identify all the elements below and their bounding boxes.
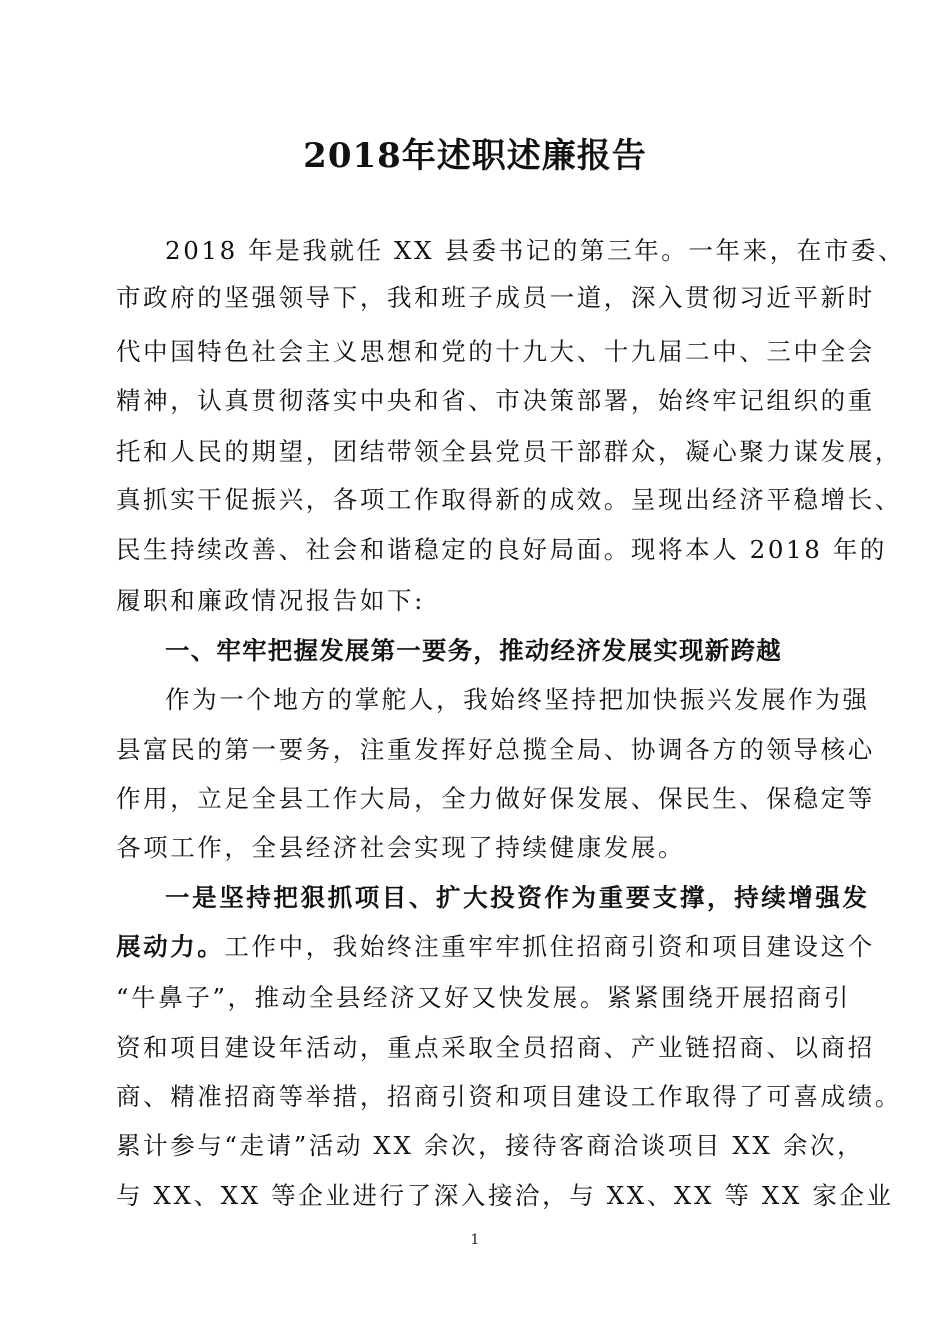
paragraph-line: 代中国特色社会主义思想和党的十九大、十九届二中、三中全会 bbox=[116, 337, 875, 366]
paragraph-line: 与 XX、XX 等企业进行了深入接洽，与 XX、XX 等 XX 家企业 bbox=[116, 1181, 894, 1210]
paragraph-line: “牛鼻子”，推动全县经济又好又快发展。紧紧围绕开展招商引 bbox=[116, 983, 851, 1012]
bold-lead-line: 一是坚持把狠抓项目、扩大投资作为重要支撑，持续增强发 bbox=[165, 883, 870, 912]
paragraph-line: 作用，立足全县工作大局，全力做好保发展、保民生、保稳定等 bbox=[116, 784, 875, 813]
paragraph-line: 各项工作，全县经济社会实现了持续健康发展。 bbox=[116, 833, 686, 862]
paragraph-line: 作为一个地方的掌舵人，我始终坚持把加快振兴发展作为强 bbox=[165, 685, 870, 714]
paragraph-line: 履职和廉政情况报告如下: bbox=[116, 586, 425, 615]
section-heading: 一、牢牢把握发展第一要务，推动经济发展实现新跨越 bbox=[165, 636, 782, 665]
paragraph-line: 托和人民的期望，团结带领全县党员干部群众，凝心聚力谋发展， bbox=[116, 437, 902, 466]
paragraph-line: 县富民的第一要务，注重发挥好总揽全局、协调各方的领导核心 bbox=[116, 735, 875, 764]
paragraph-line: 精神，认真贯彻落实中央和省、市决策部署，始终牢记组织的重 bbox=[116, 386, 875, 415]
page-number: 1 bbox=[470, 1232, 480, 1248]
paragraph-line: 2018 年是我就任 XX 县委书记的第三年。一年来，在市委、 bbox=[165, 236, 906, 265]
paragraph-line: 累计参与“走请”活动 XX 余次，接待客商洽谈项目 XX 余次， bbox=[116, 1131, 865, 1160]
paragraph-line bbox=[116, 932, 875, 962]
paragraph-line: 商、精准招商等举措，招商引资和项目建设工作取得了可喜成绩。 bbox=[116, 1082, 902, 1111]
paragraph-line: 真抓实干促振兴，各项工作取得新的成效。呈现出经济平稳增长、 bbox=[116, 485, 902, 514]
paragraph-line: 市政府的坚强领导下，我和班子成员一道，深入贯彻习近平新时 bbox=[116, 283, 875, 312]
document-title: 2018年述职述廉报告 bbox=[303, 136, 647, 176]
paragraph-text: 工作中，我始终注重牢牢抓住招商引资和项目建设这个 bbox=[224, 932, 875, 961]
paragraph-line: 资和项目建设年活动，重点采取全员招商、产业链招商、以商招 bbox=[116, 1033, 875, 1062]
paragraph-line: 民生持续改善、社会和谐稳定的良好局面。现将本人 2018 年的 bbox=[116, 535, 888, 564]
bold-lead-text: 展动力。 bbox=[116, 932, 225, 961]
